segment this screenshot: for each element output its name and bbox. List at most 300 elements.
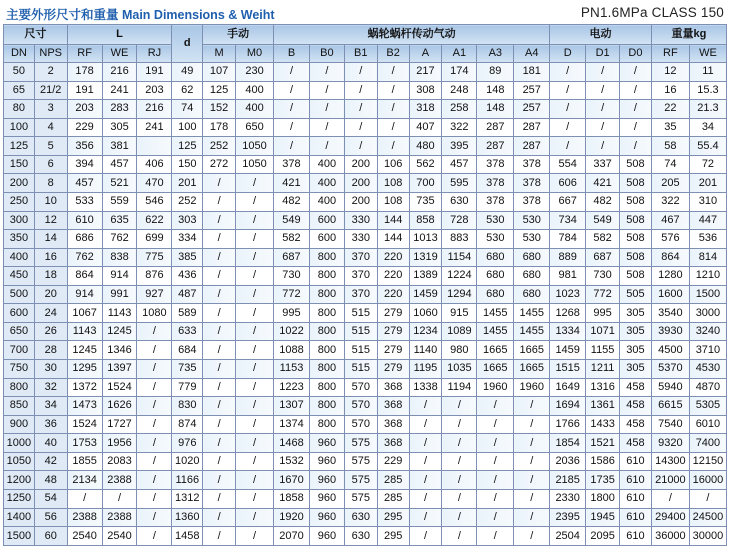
table-cell: 1458	[172, 527, 203, 546]
table-cell: 686	[67, 230, 102, 249]
table-row	[4, 341, 727, 360]
table-cell: 680	[477, 267, 514, 286]
table-cell: 203	[137, 81, 172, 100]
table-cell: 378	[477, 192, 514, 211]
table-cell: 800	[309, 304, 344, 323]
table-cell: 800	[309, 267, 344, 286]
table-cell: /	[236, 285, 274, 304]
table-cell: 508	[620, 211, 652, 230]
table-cell: /	[550, 137, 586, 156]
table-cell: 287	[477, 118, 514, 137]
table-cell: 606	[550, 174, 586, 193]
table-cell: 1524	[67, 415, 102, 434]
table-cell: 457	[442, 155, 477, 174]
table-cell: /	[236, 248, 274, 267]
table-cell: 152	[203, 100, 236, 119]
table-cell: 21000	[651, 471, 689, 490]
table-cell: 42	[34, 452, 67, 471]
table-cell: /	[274, 118, 310, 137]
table-cell: 1050	[236, 155, 274, 174]
table-cell: /	[137, 397, 172, 416]
table-cell: /	[409, 452, 442, 471]
table-cell: 200	[344, 192, 377, 211]
table-cell: 229	[67, 118, 102, 137]
table-cell: 508	[620, 155, 652, 174]
table-cell: 29400	[651, 508, 689, 527]
table-cell: 684	[172, 341, 203, 360]
table-cell: /	[274, 81, 310, 100]
table-cell: 1200	[4, 471, 35, 490]
table-cell: 735	[409, 192, 442, 211]
table-cell: /	[203, 174, 236, 193]
table-cell: 2388	[102, 471, 137, 490]
table-cell: 22	[651, 100, 689, 119]
table-cell: 1153	[274, 360, 310, 379]
table-cell: 100	[172, 118, 203, 137]
table-cell: 633	[172, 322, 203, 341]
table-cell: 1960	[477, 378, 514, 397]
table-cell: 125	[203, 81, 236, 100]
table-cell: 200	[344, 155, 377, 174]
table-cell: /	[274, 137, 310, 156]
table-cell: 201	[689, 174, 726, 193]
table-cell: /	[586, 81, 620, 100]
table-cell: 508	[620, 192, 652, 211]
table-cell: 34	[34, 397, 67, 416]
table-cell: 650	[236, 118, 274, 137]
dimensions-table	[3, 24, 727, 546]
table-cell: 515	[344, 322, 377, 341]
table-cell: 1319	[409, 248, 442, 267]
table-cell: 305	[620, 322, 652, 341]
table-cell: /	[477, 415, 514, 434]
table-cell: 800	[4, 378, 35, 397]
table-row	[4, 100, 727, 119]
table-cell: /	[236, 415, 274, 434]
table-cell: 287	[477, 137, 514, 156]
table-cell: 1080	[137, 304, 172, 323]
table-cell: 630	[344, 527, 377, 546]
col-header: RF	[67, 45, 102, 63]
table-cell: 1735	[586, 471, 620, 490]
table-cell: 30000	[689, 527, 726, 546]
table-cell: /	[477, 471, 514, 490]
table-row	[4, 63, 727, 82]
table-cell: 1234	[409, 322, 442, 341]
col-header: D0	[620, 45, 652, 63]
table-cell: /	[203, 471, 236, 490]
table-cell: 310	[689, 192, 726, 211]
table-cell: 762	[67, 248, 102, 267]
table-cell: /	[137, 360, 172, 379]
table-cell: 1143	[67, 322, 102, 341]
table-cell: 680	[514, 248, 550, 267]
table-cell: /	[203, 378, 236, 397]
table-cell: 1307	[274, 397, 310, 416]
table-row	[4, 508, 727, 527]
table-cell: 279	[377, 341, 409, 360]
table-cell: /	[442, 471, 477, 490]
table-cell: 12	[651, 63, 689, 82]
table-cell: /	[620, 100, 652, 119]
table-cell: 1586	[586, 452, 620, 471]
group-weight: 重量kg	[651, 25, 726, 45]
table-cell: 976	[172, 434, 203, 453]
table-cell: /	[203, 304, 236, 323]
table-cell: 458	[620, 397, 652, 416]
table-cell: /	[309, 100, 344, 119]
table-cell: 250	[4, 192, 35, 211]
table-cell: 318	[409, 100, 442, 119]
table-cell: 368	[377, 378, 409, 397]
table-cell: 178	[203, 118, 236, 137]
table-cell: 1521	[586, 434, 620, 453]
table-cell: 874	[172, 415, 203, 434]
table-cell: 21/2	[34, 81, 67, 100]
table-cell: 1855	[67, 452, 102, 471]
table-cell: 600	[309, 211, 344, 230]
table-cell: 800	[309, 285, 344, 304]
table-cell: 1166	[172, 471, 203, 490]
table-cell: 2330	[550, 489, 586, 508]
table-cell: 1211	[586, 360, 620, 379]
table-cell: 750	[4, 360, 35, 379]
table-cell: 257	[514, 100, 550, 119]
table-cell: 1294	[442, 285, 477, 304]
table-cell: /	[442, 508, 477, 527]
table-cell: 1020	[172, 452, 203, 471]
table-cell: /	[409, 489, 442, 508]
table-cell: 508	[620, 174, 652, 193]
table-cell: 330	[344, 211, 377, 230]
table-cell: 49	[172, 63, 203, 82]
table-cell: 1920	[274, 508, 310, 527]
table-cell: 864	[67, 267, 102, 286]
table-cell: 1361	[586, 397, 620, 416]
table-cell: /	[409, 508, 442, 527]
table-cell: /	[137, 471, 172, 490]
table-cell: 838	[102, 248, 137, 267]
table-cell: 622	[137, 211, 172, 230]
table-cell: /	[550, 81, 586, 100]
table-cell: 303	[172, 211, 203, 230]
table-cell: 562	[409, 155, 442, 174]
table-cell: 889	[550, 248, 586, 267]
table-cell: 505	[620, 285, 652, 304]
table-cell: 2	[34, 63, 67, 82]
table-cell: 305	[620, 304, 652, 323]
table-cell: 1372	[67, 378, 102, 397]
table-cell: /	[442, 452, 477, 471]
table-cell: /	[514, 489, 550, 508]
table-row	[4, 415, 727, 434]
table-cell: 960	[309, 489, 344, 508]
page-title: 主要外形尺寸和重量 Main Dimensions & Weiht	[6, 8, 275, 22]
table-cell: 5940	[651, 378, 689, 397]
table-row	[4, 81, 727, 100]
table-cell: 216	[102, 63, 137, 82]
table-cell: /	[409, 397, 442, 416]
table-cell: 1023	[550, 285, 586, 304]
table-cell: /	[309, 63, 344, 82]
table-cell: 482	[274, 192, 310, 211]
table-row	[4, 471, 727, 490]
table-cell: 610	[620, 527, 652, 546]
table-cell: 35	[651, 118, 689, 137]
table-cell: 5305	[689, 397, 726, 416]
table-cell: 2070	[274, 527, 310, 546]
table-cell: 400	[309, 155, 344, 174]
table-cell: 9320	[651, 434, 689, 453]
table-row	[4, 155, 727, 174]
col-header: DN	[4, 45, 35, 63]
table-cell: 107	[203, 63, 236, 82]
table-cell: /	[620, 118, 652, 137]
table-cell: /	[236, 360, 274, 379]
table-row	[4, 322, 727, 341]
table-cell: 960	[309, 527, 344, 546]
table-cell: 241	[137, 118, 172, 137]
table-cell: /	[477, 452, 514, 471]
table-cell: 368	[377, 434, 409, 453]
table-cell: 482	[586, 192, 620, 211]
table-cell: 174	[442, 63, 477, 82]
table-cell: /	[203, 489, 236, 508]
table-cell: /	[203, 211, 236, 230]
table-cell: 322	[651, 192, 689, 211]
table-cell: /	[514, 397, 550, 416]
table-cell: /	[477, 508, 514, 527]
col-header: A	[409, 45, 442, 63]
table-row	[4, 192, 727, 211]
table-cell: /	[377, 137, 409, 156]
table-cell: 330	[344, 230, 377, 249]
table-cell: 589	[172, 304, 203, 323]
table-cell: /	[550, 118, 586, 137]
table-cell: 4500	[651, 341, 689, 360]
table-cell: 1223	[274, 378, 310, 397]
table-cell: 630	[442, 192, 477, 211]
table-cell: 915	[442, 304, 477, 323]
table-cell: 106	[377, 155, 409, 174]
table-cell: 5370	[651, 360, 689, 379]
table-cell: 400	[309, 174, 344, 193]
table-cell: 178	[67, 63, 102, 82]
table-cell: 900	[4, 415, 35, 434]
table-cell: 1727	[102, 415, 137, 434]
table-cell: /	[203, 527, 236, 546]
table-cell: 407	[409, 118, 442, 137]
table-cell: 864	[651, 248, 689, 267]
table-cell: 356	[67, 137, 102, 156]
table-cell: 2083	[102, 452, 137, 471]
table-cell: /	[442, 415, 477, 434]
table-cell: 8	[34, 174, 67, 193]
table-cell: /	[309, 81, 344, 100]
table-cell: 220	[377, 285, 409, 304]
table-row	[4, 174, 727, 193]
table-cell: 610	[67, 211, 102, 230]
table-cell: 575	[344, 452, 377, 471]
table-row	[4, 397, 727, 416]
table-cell: 3540	[651, 304, 689, 323]
table-cell: /	[514, 452, 550, 471]
table-cell: 2540	[102, 527, 137, 546]
table-cell: 447	[689, 211, 726, 230]
table-row	[4, 378, 727, 397]
table-cell: /	[586, 137, 620, 156]
table-cell: 248	[442, 81, 477, 100]
table-cell: /	[236, 230, 274, 249]
table-cell: 350	[4, 230, 35, 249]
table-cell: 36	[34, 415, 67, 434]
table-cell: 308	[409, 81, 442, 100]
table-cell: 337	[586, 155, 620, 174]
table-cell: 2540	[67, 527, 102, 546]
table-cell: /	[236, 341, 274, 360]
table-cell: 1000	[4, 434, 35, 453]
table-cell: 2134	[67, 471, 102, 490]
table-cell: /	[203, 341, 236, 360]
table-cell: 5	[34, 137, 67, 156]
table-cell: 1455	[514, 322, 550, 341]
table-cell: /	[236, 174, 274, 193]
table-cell: 610	[620, 452, 652, 471]
table-cell: 272	[203, 155, 236, 174]
table-cell: 1766	[550, 415, 586, 434]
table-cell: /	[274, 63, 310, 82]
table-cell: /	[377, 63, 409, 82]
col-header: A1	[442, 45, 477, 63]
table-cell: /	[550, 100, 586, 119]
table-cell: 378	[514, 192, 550, 211]
table-cell: 7540	[651, 415, 689, 434]
table-cell: /	[203, 452, 236, 471]
table-cell: 100	[4, 118, 35, 137]
table-cell: /	[514, 527, 550, 546]
table-cell: 1346	[102, 341, 137, 360]
table-cell: 858	[409, 211, 442, 230]
table-cell: 334	[172, 230, 203, 249]
table-cell: /	[377, 81, 409, 100]
table-cell: /	[137, 341, 172, 360]
table-cell: 216	[137, 100, 172, 119]
table-cell: 15.3	[689, 81, 726, 100]
table-cell: 800	[309, 248, 344, 267]
table-cell: 1280	[651, 267, 689, 286]
table-cell: /	[67, 489, 102, 508]
table-cell: 421	[586, 174, 620, 193]
table-cell: 378	[477, 174, 514, 193]
table-row	[4, 452, 727, 471]
table-cell: 203	[67, 100, 102, 119]
table-cell: 1960	[514, 378, 550, 397]
table-cell: 150	[172, 155, 203, 174]
table-cell: /	[344, 81, 377, 100]
table-cell	[137, 137, 172, 156]
table-cell: 508	[620, 267, 652, 286]
table-cell: 72	[689, 155, 726, 174]
table-cell: 458	[620, 434, 652, 453]
table-cell: 800	[309, 397, 344, 416]
table-cell: 252	[172, 192, 203, 211]
table-cell: 546	[137, 192, 172, 211]
table-cell: 400	[236, 81, 274, 100]
table-cell: 191	[67, 81, 102, 100]
table-cell: 55.4	[689, 137, 726, 156]
table-cell: 1455	[477, 304, 514, 323]
table-cell: 285	[377, 489, 409, 508]
table-cell: /	[236, 267, 274, 286]
table-cell: 728	[442, 211, 477, 230]
table-cell: /	[203, 230, 236, 249]
table-cell: 814	[689, 248, 726, 267]
table-cell: 279	[377, 304, 409, 323]
table-cell: 700	[4, 341, 35, 360]
table-cell: 1397	[102, 360, 137, 379]
table-cell: 3000	[689, 304, 726, 323]
table-cell: /	[203, 192, 236, 211]
table-cell: 700	[409, 174, 442, 193]
table-cell: 400	[4, 248, 35, 267]
table-cell: /	[409, 415, 442, 434]
table-cell: /	[236, 471, 274, 490]
table-cell: 470	[137, 174, 172, 193]
table-cell: 1155	[586, 341, 620, 360]
table-cell: 305	[102, 118, 137, 137]
table-cell: 220	[377, 267, 409, 286]
table-cell: 181	[514, 63, 550, 82]
table-cell: 1295	[67, 360, 102, 379]
table-cell: /	[203, 508, 236, 527]
table-cell: 370	[344, 285, 377, 304]
table-cell: 2504	[550, 527, 586, 546]
table-cell: 1433	[586, 415, 620, 434]
table-cell: /	[620, 137, 652, 156]
table-cell: /	[377, 118, 409, 137]
table-cell: 1194	[442, 378, 477, 397]
table-cell: /	[344, 137, 377, 156]
table-cell: 1060	[409, 304, 442, 323]
table-cell: 1250	[4, 489, 35, 508]
table-cell: 487	[172, 285, 203, 304]
table-cell: 775	[137, 248, 172, 267]
table-cell: 735	[172, 360, 203, 379]
table-cell: /	[236, 211, 274, 230]
table-row	[4, 527, 727, 546]
table-cell: 14	[34, 230, 67, 249]
table-cell: 521	[102, 174, 137, 193]
table-cell: 3930	[651, 322, 689, 341]
table-cell: 927	[137, 285, 172, 304]
table-cell: 575	[344, 471, 377, 490]
table-cell: /	[137, 508, 172, 527]
col-header: D1	[586, 45, 620, 63]
table-cell: 570	[344, 378, 377, 397]
table-cell: 699	[137, 230, 172, 249]
table-cell: 406	[137, 155, 172, 174]
table-cell: 89	[477, 63, 514, 82]
table-cell: 1143	[102, 304, 137, 323]
table-cell: 370	[344, 267, 377, 286]
group-manual: 手动	[203, 25, 274, 45]
table-cell: /	[477, 527, 514, 546]
group-electric: 电动	[550, 25, 652, 45]
table-cell: /	[377, 100, 409, 119]
col-header: B2	[377, 45, 409, 63]
table-cell: /	[203, 267, 236, 286]
table-cell: /	[586, 100, 620, 119]
